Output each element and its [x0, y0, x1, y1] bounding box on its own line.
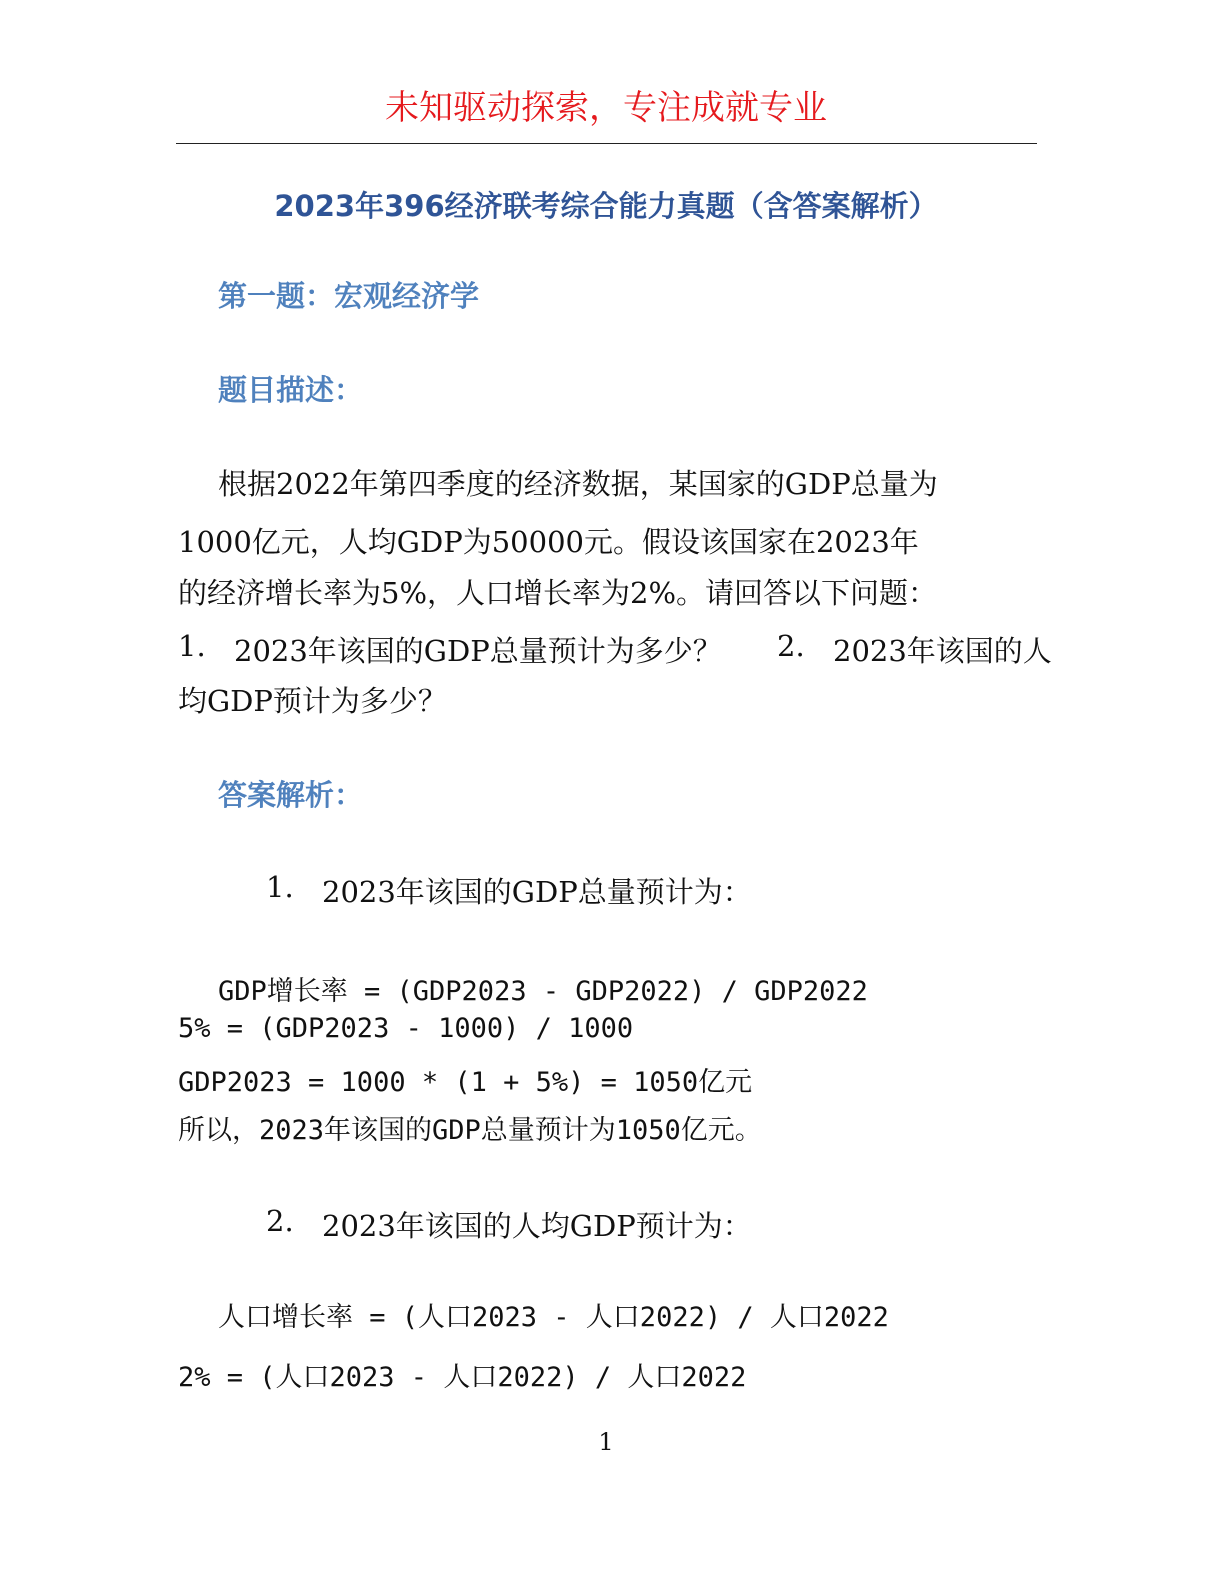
header-divider	[176, 143, 1037, 144]
answer-2-formula-1: 人口增长率 = (人口2023 - 人口2022) / 人口2022	[218, 1302, 889, 1333]
answer-1-conclusion: 所以，2023年该国的GDP总量预计为1050亿元。	[178, 1115, 762, 1146]
header-slogan: 未知驱动探索，专注成就专业	[385, 88, 827, 128]
answer-1-number: 1.	[266, 870, 294, 904]
answer-2-number: 2.	[266, 1204, 294, 1238]
answer-1-formula-2: 5% = (GDP2023 - 1000) / 1000	[178, 1013, 634, 1044]
question-2-text: 2023年该国的人	[833, 634, 1052, 668]
question-2-continued: 均GDP预计为多少？	[178, 684, 447, 718]
answer-heading: 答案解析：	[218, 778, 364, 812]
document-title: 2023年396经济联考综合能力真题（含答案解析）	[274, 189, 938, 223]
description-heading: 题目描述：	[218, 373, 364, 407]
description-line-2: 1000亿元，人均GDP为50000元。假设该国家在2023年	[178, 525, 919, 559]
page-number: 1	[598, 1428, 614, 1456]
description-line-1: 根据2022年第四季度的经济数据，某国家的GDP总量为	[218, 467, 938, 501]
answer-1-title: 2023年该国的GDP总量预计为：	[322, 875, 752, 909]
answer-2-title: 2023年该国的人均GDP预计为：	[322, 1209, 752, 1243]
question-1-text: 2023年该国的GDP总量预计为多少？	[234, 634, 722, 668]
question-1-number: 1.	[178, 629, 206, 663]
description-line-3: 的经济增长率为5%，人口增长率为2%。请回答以下问题：	[178, 576, 938, 610]
section-heading: 第一题：宏观经济学	[218, 279, 480, 313]
answer-1-formula-1: GDP增长率 = (GDP2023 - GDP2022) / GDP2022	[218, 976, 868, 1007]
question-2-number: 2.	[777, 629, 805, 663]
answer-1-formula-3: GDP2023 = 1000 * (1 + 5%) = 1050亿元	[178, 1067, 753, 1098]
answer-2-formula-2: 2% = (人口2023 - 人口2022) / 人口2022	[178, 1362, 747, 1393]
